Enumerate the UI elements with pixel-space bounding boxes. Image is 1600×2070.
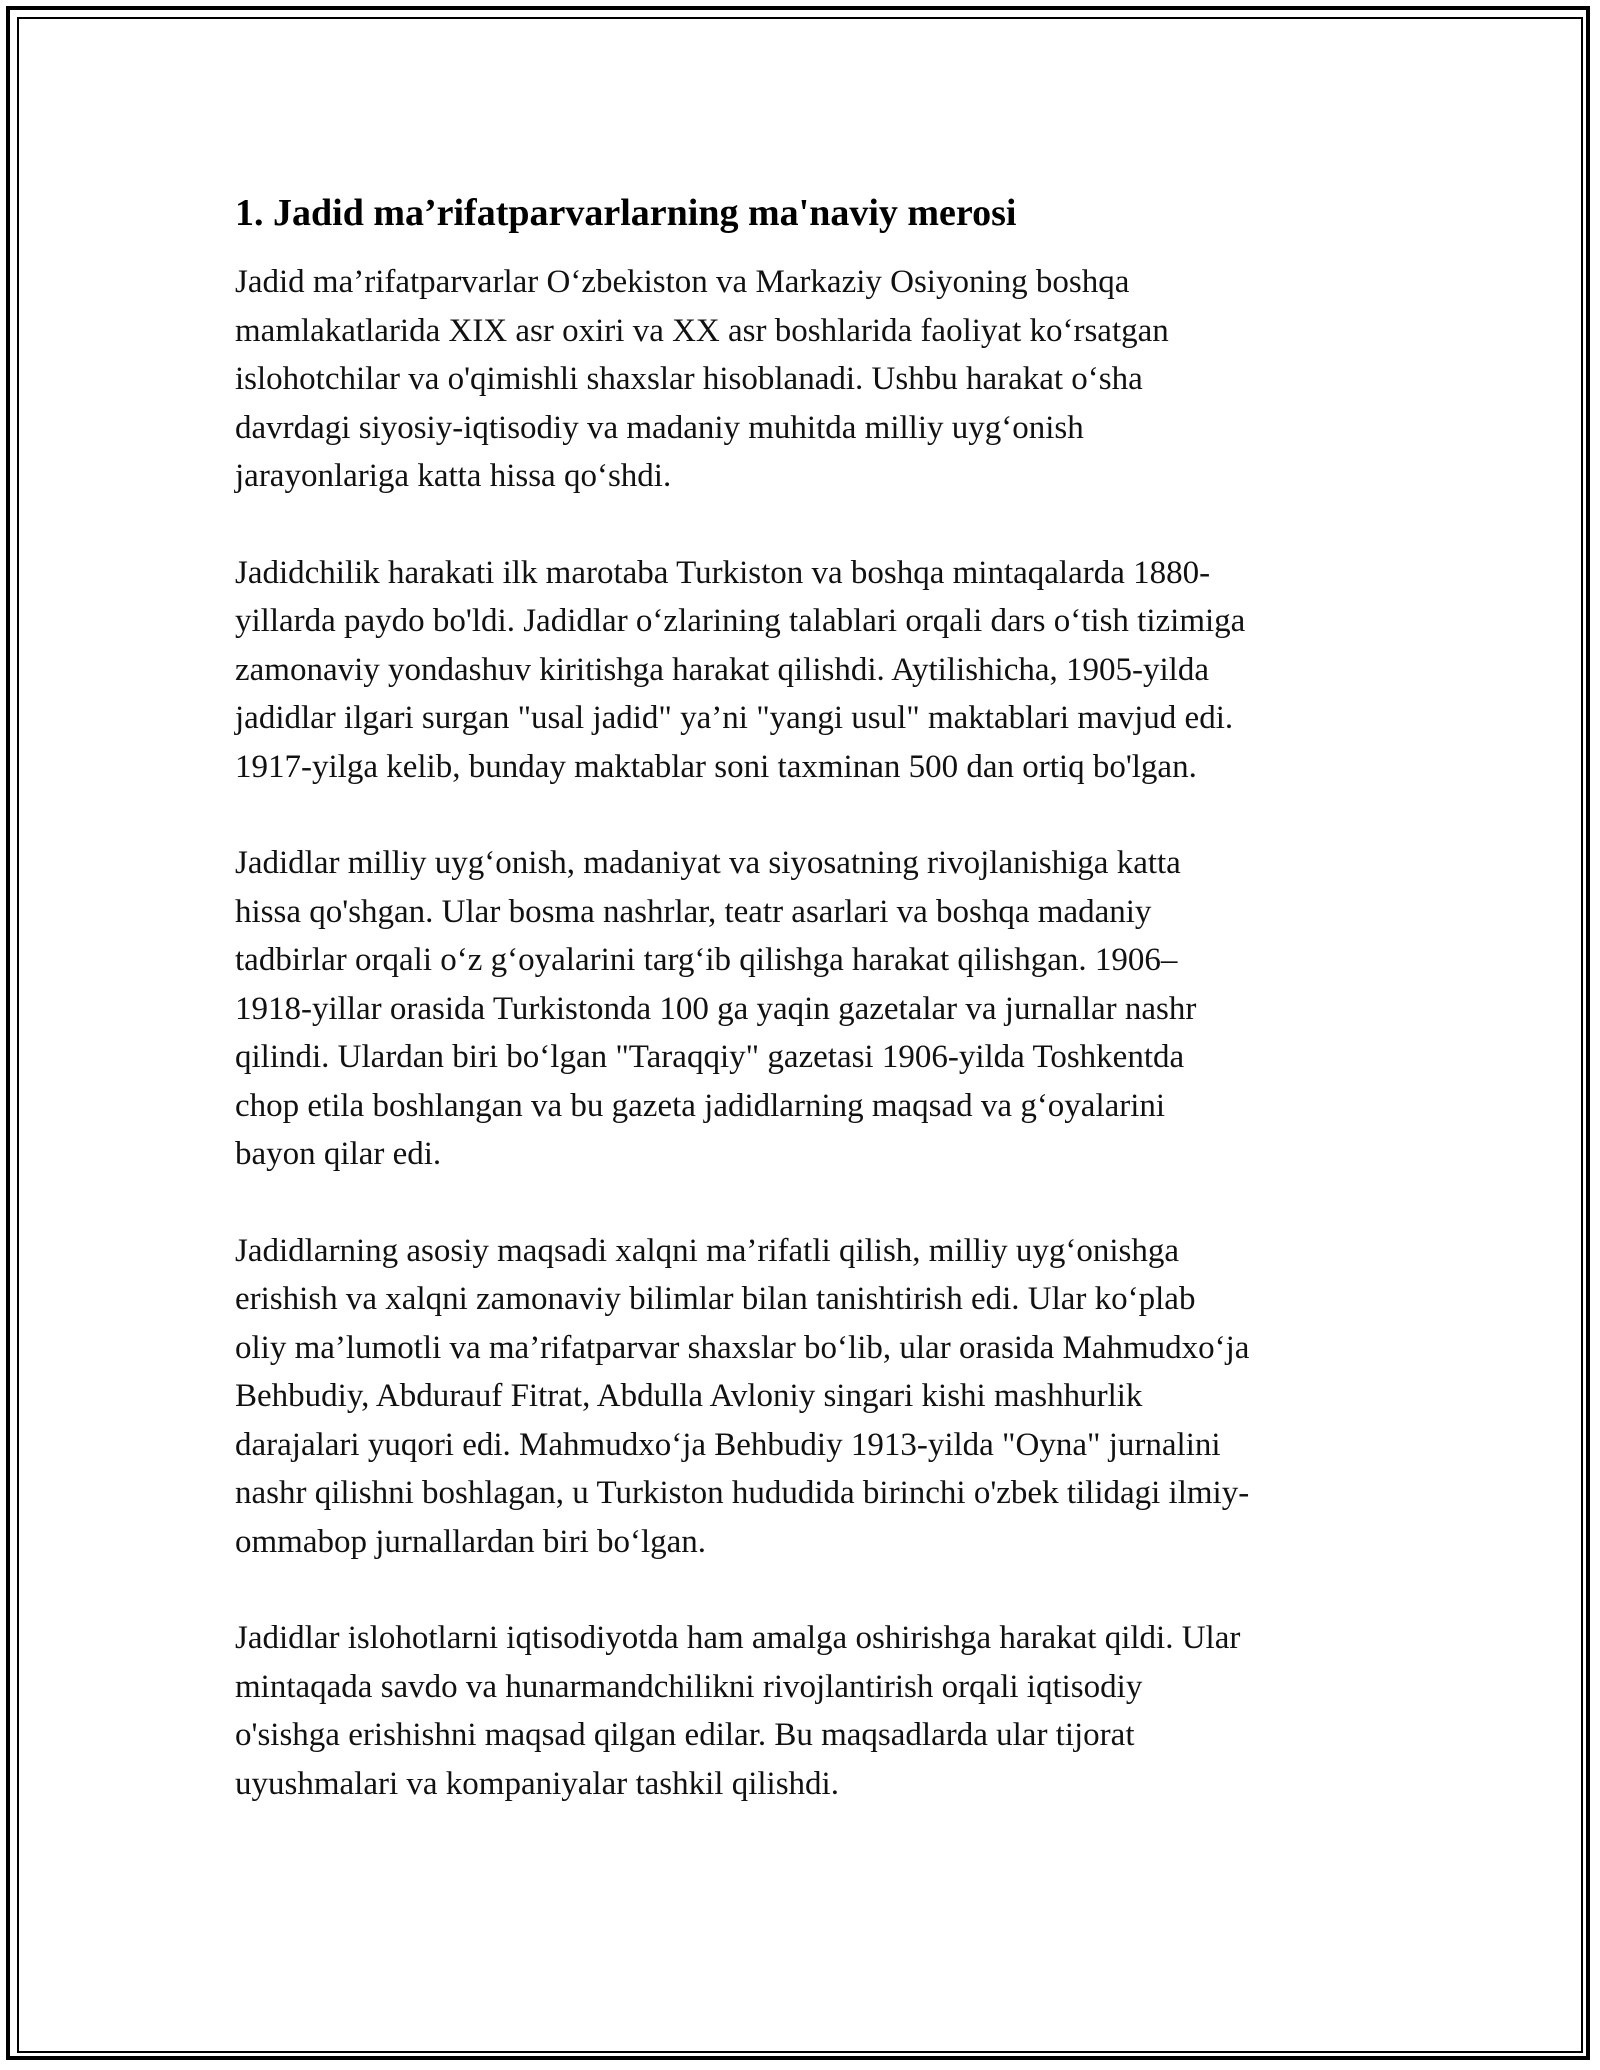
- section-heading: 1. Jadid ma’rifatparvarlarning ma'naviy merosi: [235, 192, 1017, 234]
- document-body: [235, 186, 1375, 1856]
- paragraph-line: tadbirlar orqali o‘z g‘oyalarini targ‘ib qilishga harakat qilishgan. 1906–: [235, 942, 1178, 978]
- paragraph-line: davrdagi siyosiy-iqtisodiy va madaniy muhitda milliy uyg‘onish: [235, 409, 1084, 446]
- paragraph-line: nashr qilishni boshlagan, u Turkiston hududida birinchi o'zbek tilidagi ilmiy-: [235, 1475, 1250, 1511]
- paragraph-line: chop etila boshlangan va bu gazeta jadidlarning maqsad va g‘oyalarini: [235, 1087, 1166, 1124]
- paragraph-line: islohotchilar va o'qimishli shaxslar hisoblanadi. Ushbu harakat o‘sha: [235, 361, 1143, 397]
- paragraph-line: jarayonlariga katta hissa qo‘shdi.: [235, 458, 672, 494]
- paragraph-line: yillarda paydo bo'ldi. Jadidlar o‘zlarining talablari orqali dars o‘tish tizimiga: [235, 603, 1246, 639]
- paragraph-line: mamlakatlarida XIX asr oxiri va XX asr boshlarida faoliyat ko‘rsatgan: [235, 312, 1169, 349]
- paragraph-2: [235, 549, 1375, 792]
- paragraph-line: jadidlar ilgari surgan "usal jadid" ya’ni "yangi usul" maktablari mavjud edi.: [235, 700, 1234, 736]
- paragraph-line: Jadidlar milliy uyg‘onish, madaniyat va siyosatning rivojlanishiga katta: [235, 845, 1181, 881]
- paragraph-line: darajalari yuqori edi. Mahmudxo‘ja Behbudiy 1913-yilda "Oyna" jurnalini: [235, 1426, 1221, 1463]
- paragraph-line: mintaqada savdo va hunarmandchilikni rivojlantirish orqali iqtisodiy: [235, 1668, 1143, 1705]
- paragraph-line: Jadidchilik harakati ilk marotaba Turkiston va boshqa mintaqalarda 1880-: [235, 554, 1211, 591]
- paragraph-line: Jadid ma’rifatparvarlar O‘zbekiston va Markaziy Osiyoning boshqa: [235, 264, 1130, 300]
- paragraph-line: hissa qo'shgan. Ular bosma nashrlar, teatr asarlari va boshqa madaniy: [235, 893, 1152, 930]
- paragraph-line: bayon qilar edi.: [235, 1136, 442, 1172]
- paragraph-line: 1917-yilga kelib, bunday maktablar soni taxminan 500 dan ortiq bo'lgan.: [235, 748, 1197, 785]
- paragraph-3: [235, 839, 1375, 1179]
- paragraph-line: o'sishga erishishni maqsad qilgan edilar. Bu maqsadlarda ular tijorat: [235, 1717, 1135, 1753]
- paragraph-line: oliy ma’lumotli va ma’rifatparvar shaxslar bo‘lib, ular orasida Mahmudxo‘ja: [235, 1329, 1250, 1366]
- paragraph-4: [235, 1227, 1375, 1567]
- paragraph-line: qilindi. Ulardan biri bo‘lgan "Taraqqiy" gazetasi 1906-yilda Toshkentda: [235, 1039, 1185, 1075]
- paragraph-line: ommabop jurnallardan biri bo‘lgan.: [235, 1523, 707, 1560]
- paragraph-line: Behbudiy, Abdurauf Fitrat, Abdulla Avloniy singari kishi mashhurlik: [235, 1378, 1143, 1414]
- paragraph-line: erishish va xalqni zamonaviy bilimlar bilan tanishtirish edi. Ular ko‘plab: [235, 1281, 1196, 1317]
- paragraph-line: zamonaviy yondashuv kiritishga harakat qilishdi. Aytilishicha, 1905-yilda: [235, 651, 1209, 688]
- paragraph-line: 1918-yillar orasida Turkistonda 100 ga yaqin gazetalar va jurnallar nashr: [235, 990, 1197, 1027]
- paragraph-line: Jadidlarning asosiy maqsadi xalqni ma’rifatli qilish, milliy uyg‘onishga: [235, 1232, 1180, 1269]
- paragraph-line: uyushmalari va kompaniyalar tashkil qilishdi.: [235, 1765, 839, 1802]
- paragraph-line: Jadidlar islohotlarni iqtisodiyotda ham amalga oshirishga harakat qildi. Ular: [235, 1620, 1241, 1656]
- paragraph-5: [235, 1614, 1375, 1808]
- paragraph-1: [235, 258, 1375, 501]
